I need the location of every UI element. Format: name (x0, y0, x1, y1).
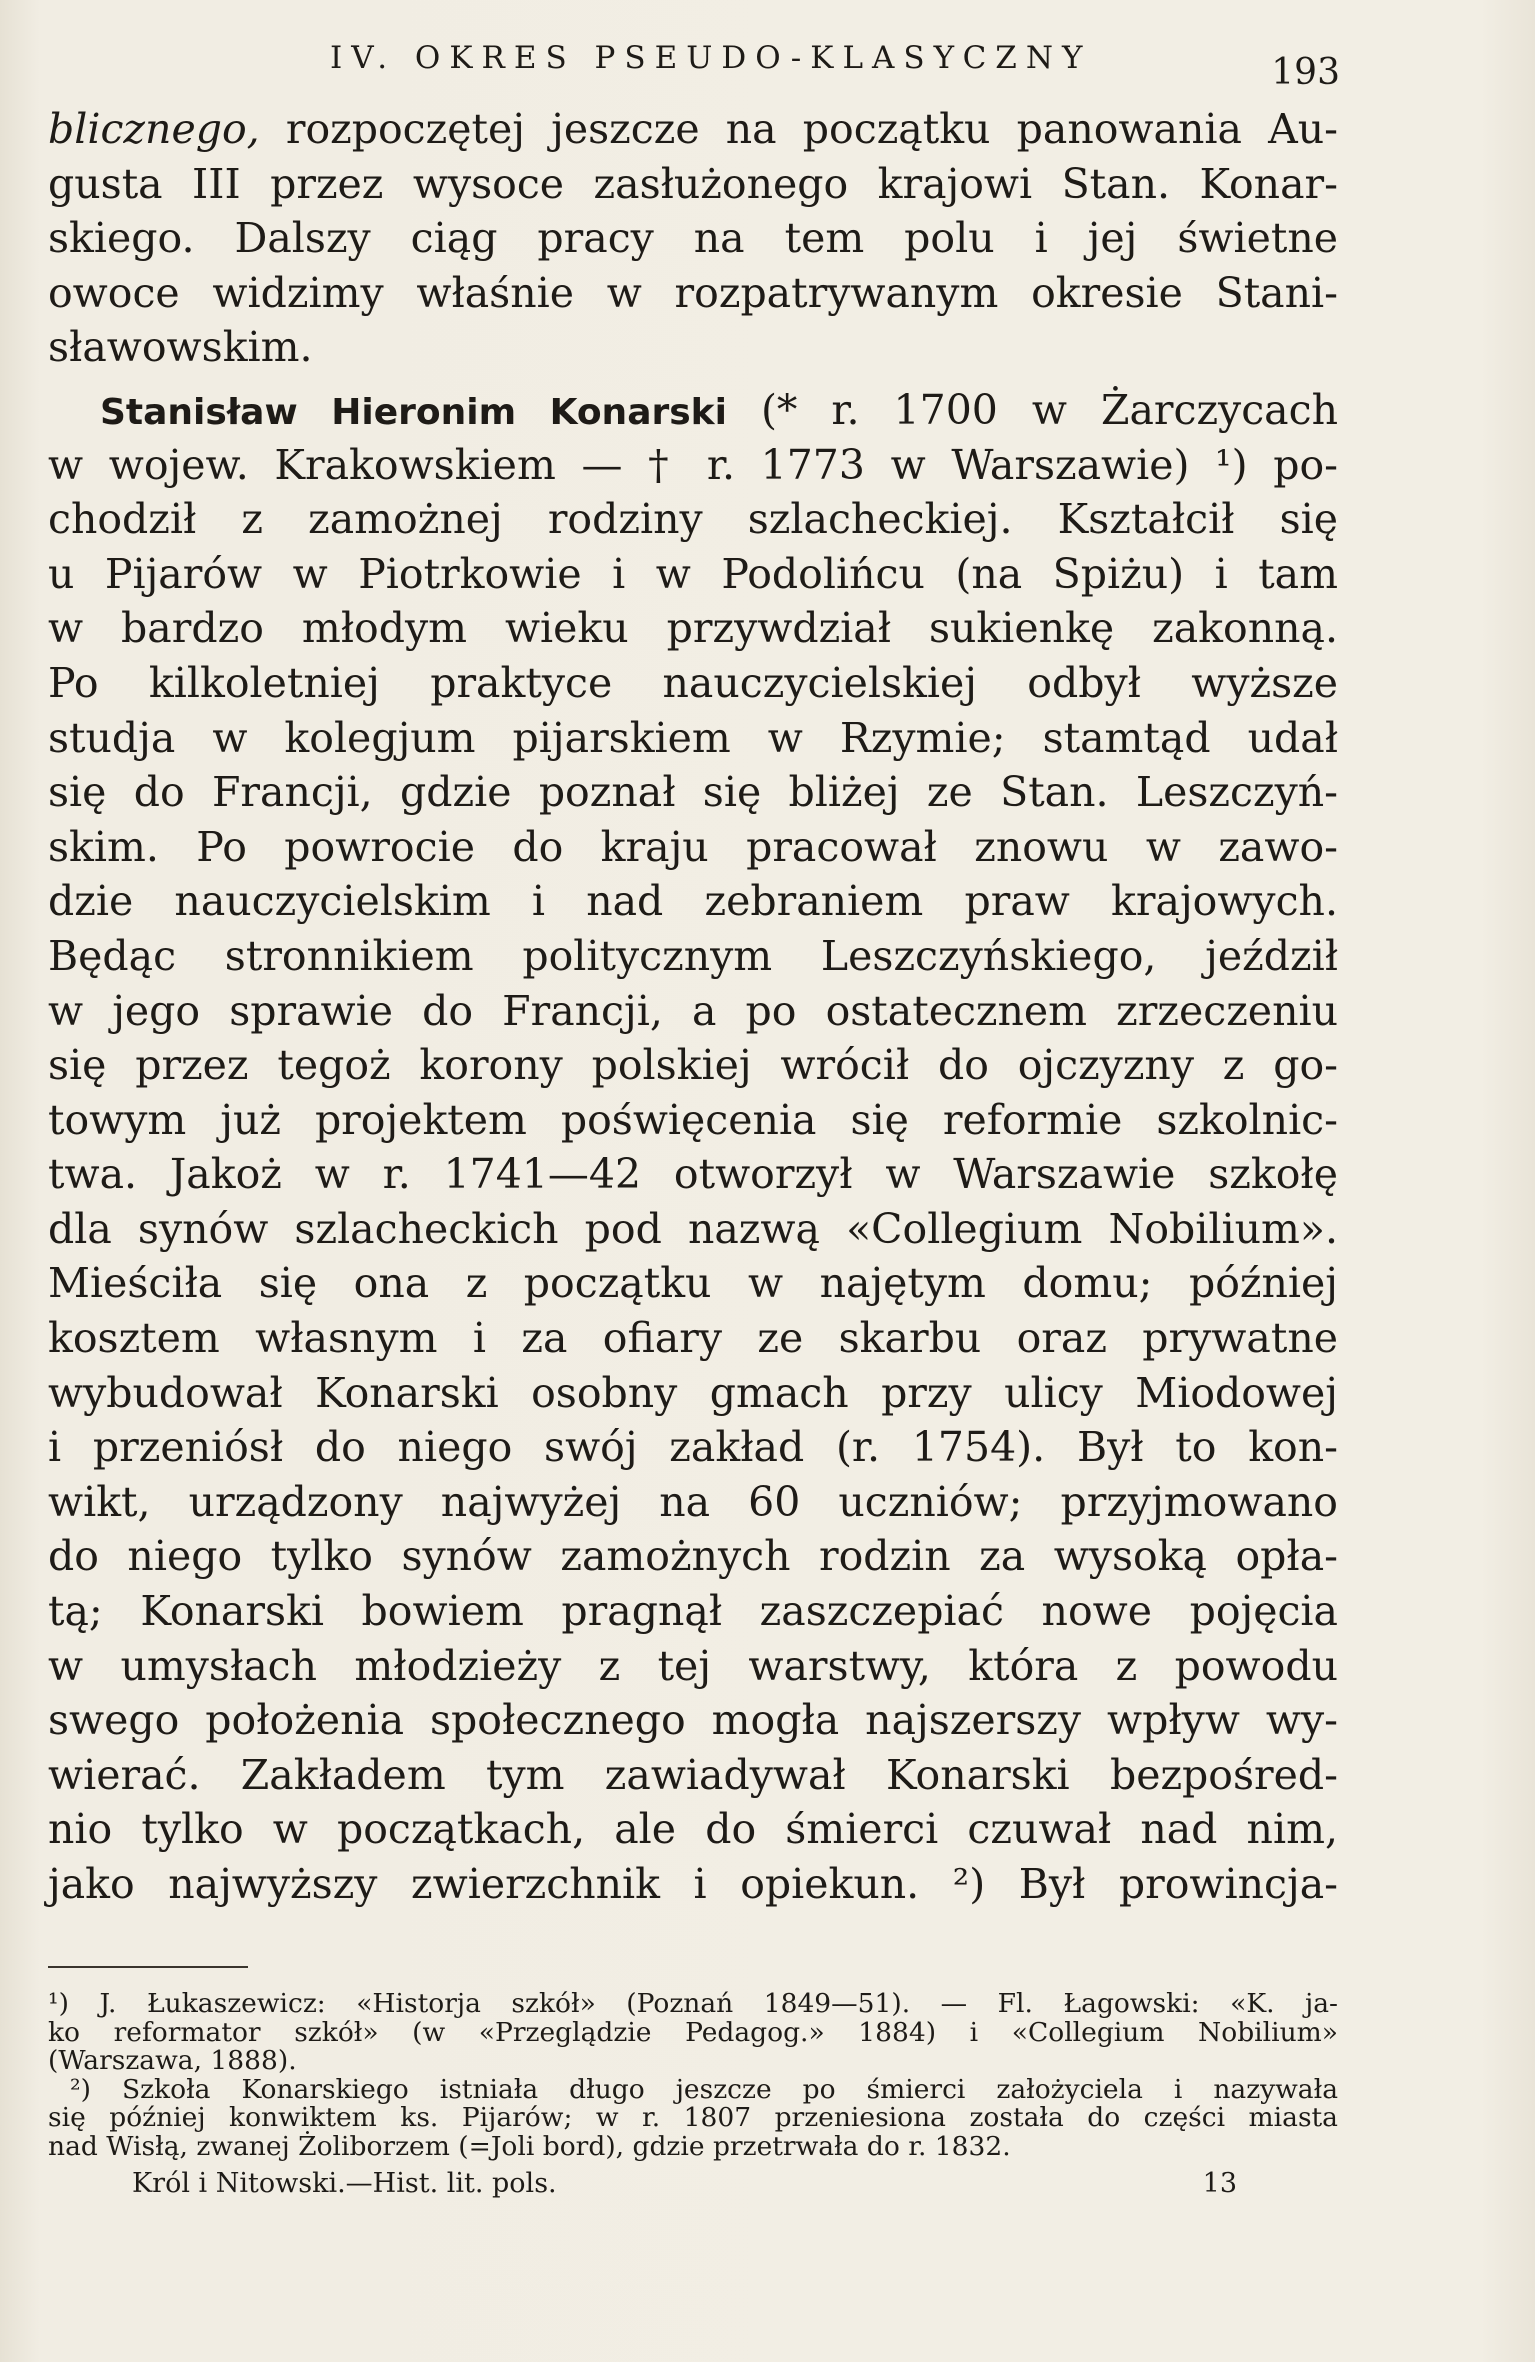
text-line: gusta III przez wysoce zasłużonego krajowi Stan. Konar- (48, 159, 1338, 208)
footnote-line: się później konwiktem ks. Pijarów; w r. 1807 przeniesiona została do części miasta (48, 2102, 1338, 2133)
italic-lead: blicznego, (48, 105, 260, 153)
text-line-rest: rozpoczętej jeszcze na początku panowania Au- (259, 105, 1338, 153)
text-line: sławowskim. (48, 323, 313, 372)
running-head: IV. OKRES PSEUDO-KLASYCZNY (330, 40, 1092, 76)
text-line: owoce widzimy właśnie w rozpatrywanym okresie Stani- (48, 268, 1338, 317)
text-line: Mieściła się ona z początku w najętym domu; później (48, 1259, 1338, 1308)
footnote-rule (48, 1966, 248, 1968)
text-line: w wojew. Krakowskiem — † r. 1773 w Warszawie) ¹) po- (48, 440, 1338, 489)
text-line: w bardzo młodym wieku przywdział sukienkę zakonną. (48, 604, 1338, 653)
paragraph-gap (48, 375, 1338, 383)
page-header (330, 38, 1340, 93)
body-text (48, 102, 1338, 1912)
text-line: chodził z zamożnej rodziny szlacheckiej. Kształcił się (48, 495, 1338, 544)
text-line: towym już projektem poświęcenia się reformie szkolnic- (48, 1095, 1338, 1144)
footnotes (48, 1990, 1338, 2161)
text-line: nio tylko w początkach, ale do śmierci czuwał nad nim, (48, 1805, 1338, 1854)
text-line: w umysłach młodzieży z tej warstwy, która z powodu (48, 1641, 1338, 1690)
text-line: jako najwyższy zwierzchnik i opiekun. ²) Był prowincja- (48, 1860, 1338, 1908)
text-line: i przeniósł do niego swój zakład (r. 1754). Był to kon- (48, 1423, 1338, 1472)
text-line: tą; Konarski bowiem pragnął zaszczepiać nowe pojęcia (48, 1587, 1338, 1636)
text-line: się do Francji, gdzie poznał się bliżej ze Stan. Leszczyń- (48, 768, 1338, 817)
signature-label: Król i Nitowski.—Hist. lit. pols. (132, 2168, 557, 2199)
text-line: kosztem własnym i za ofiary ze skarbu oraz prywatne (48, 1314, 1338, 1363)
text-line: Będąc stronnikiem politycznym Leszczyńskiego, jeździł (48, 931, 1338, 980)
footnote-line: ¹) J. Łukaszewicz: «Historja szkół» (Poznań 1849—51). — Fl. Łagowski: «K. ja- (48, 1988, 1338, 2019)
footnote-line: (Warszawa, 1888). (48, 2045, 297, 2076)
text-line (48, 383, 1338, 438)
text-line: do niego tylko synów zamożnych rodzin za wysoką opła- (48, 1532, 1338, 1581)
text-line: wikt, urządzony najwyżej na 60 uczniów; przyjmowano (48, 1477, 1338, 1526)
text-line: wybudował Konarski osobny gmach przy ulicy Miodowej (48, 1368, 1338, 1417)
text-line: Po kilkoletniej praktyce nauczycielskiej odbył wyższe (48, 658, 1338, 707)
subject-name: Stanisław Hieronim Konarski (100, 391, 727, 433)
text-line: twa. Jakoż w r. 1741—42 otworzył w Warszawie szkołę (48, 1150, 1338, 1199)
footnote-line: ²) Szkoła Konarskiego istniała długo jeszcze po śmierci założyciela i nazywała (70, 2073, 1338, 2105)
printer-signature (132, 2168, 1237, 2204)
text-line: dla synów szlacheckich pod nazwą «Collegium Nobilium». (48, 1204, 1338, 1253)
text-line: w jego sprawie do Francji, a po ostatecznem zrzeczeniu (48, 986, 1338, 1035)
text-line (48, 102, 1338, 157)
footnote-line: nad Wisłą, zwanej Żoliborzem (=Joli bord), gdzie przetrwała do r. 1832. (48, 2130, 1011, 2162)
text-line: wierać. Zakładem tym zawiadywał Konarski bezpośred- (48, 1750, 1338, 1799)
text-line-rest: (* r. 1700 w Żarczycach (726, 385, 1338, 434)
text-line: skim. Po powrocie do kraju pracował znowu w zawo- (48, 822, 1338, 871)
text-line: dzie nauczycielskim i nad zebraniem praw krajowych. (48, 877, 1338, 926)
text-line: swego położenia społecznego mogła najszerszy wpływ wy- (48, 1696, 1338, 1745)
signature-number: 13 (1202, 2168, 1237, 2199)
page-number: 193 (1271, 52, 1340, 93)
text-line: skiego. Dalszy ciąg pracy na tem polu i jej świetne (48, 214, 1338, 263)
footnote-line: ko reformator szkół» (w «Przeglądzie Pedagog.» 1884) i «Collegium Nobilium» (48, 2016, 1338, 2048)
text-line: u Pijarów w Piotrkowie i w Podolińcu (na Spiżu) i tam (48, 549, 1338, 598)
text-line: studja w kolegjum pijarskiem w Rzymie; stamtąd udał (48, 713, 1338, 762)
text-line: się przez tegoż korony polskiej wrócił do ojczyzny z go- (48, 1041, 1338, 1090)
